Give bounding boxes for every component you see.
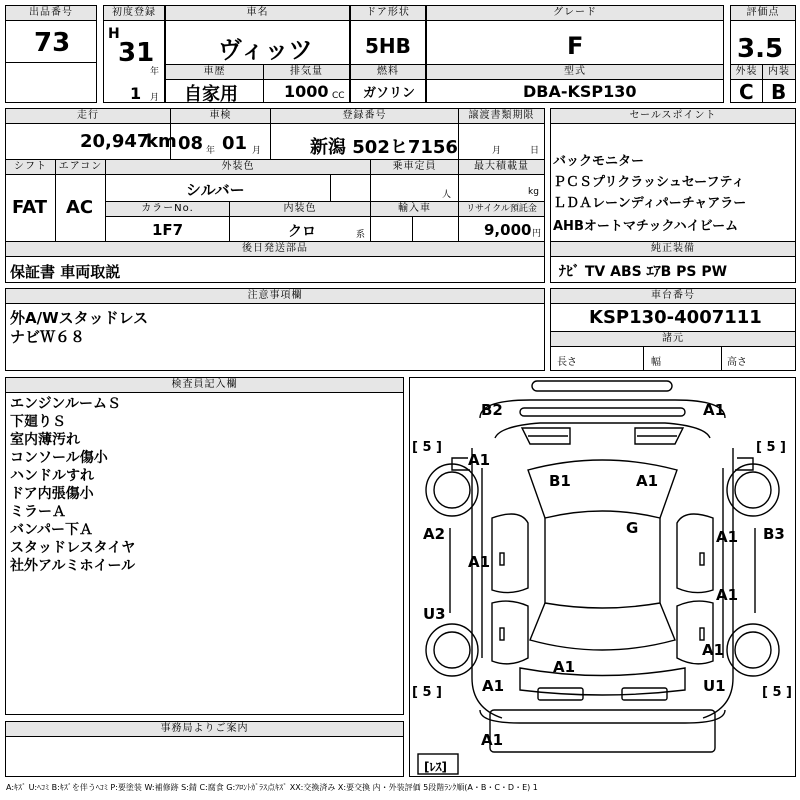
office-label: 事務局よりご案内 <box>6 722 403 737</box>
score: 3.5 <box>737 34 784 64</box>
plate-number: 新潟 502ヒ7156 <box>310 137 458 158</box>
shift-label: シフト <box>6 160 56 175</box>
displacement: 1000 <box>284 82 329 101</box>
score-box <box>730 5 796 103</box>
load-unit: kg <box>528 187 539 197</box>
caution-label: 注意事項欄 <box>6 289 544 304</box>
damage-mark: A2 <box>423 525 446 543</box>
interior-color: クロ <box>288 224 316 240</box>
damage-mark: B1 <box>549 472 571 490</box>
tire-tread: [ 5 ] <box>412 440 442 455</box>
damage-mark: G <box>626 519 639 537</box>
ext-label: 外装 <box>731 65 763 80</box>
car-diagram <box>409 377 796 777</box>
office-box <box>5 721 404 777</box>
later-label: 後日発送部品 <box>6 242 544 257</box>
year-unit: 年 <box>150 67 160 77</box>
damage-mark: A1 <box>553 658 576 676</box>
color-label: 外装色 <box>106 160 371 175</box>
chassis-label: 車台番号 <box>551 289 795 304</box>
ac-label: エアコン <box>56 160 106 175</box>
door-type: 5HB <box>365 34 411 58</box>
later-items: 保証書 車両取説 <box>10 263 121 281</box>
height-label: 高さ <box>727 357 747 368</box>
damage-mark: B2 <box>481 401 503 419</box>
damage-mark: A1 <box>468 451 491 469</box>
car-outline <box>410 378 795 776</box>
caution-line: ナビＷ６８ <box>10 328 86 346</box>
legend: A:ｷｽﾞ U:ﾍｺﾐ B:ｷｽﾞを伴うﾍｺﾐ P:要塗装 W:補修跡 S:錆 C:腐食 G:ﾌﾛﾝﾄｶﾞﾗｽ点ｷｽﾞ XX:交換済み X:要交換 内・外装評価 5段階ﾗﾝｸ順(A・B・C・D・E) 1 <box>6 783 538 792</box>
inspector-line: スタッドレスタイヤ <box>10 540 136 556</box>
damage-mark: A1 <box>468 553 491 571</box>
caution-box <box>5 288 545 371</box>
lot-box <box>5 5 97 103</box>
info-box <box>5 108 545 283</box>
damage-mark: U1 <box>703 677 726 695</box>
tire-tread: [ 5 ] <box>756 440 786 455</box>
damage-mark: A1 <box>482 677 505 695</box>
first-reg-label: 初度登録 <box>104 6 164 21</box>
import-label: 輸入車 <box>371 202 459 217</box>
insp-year-unit: 年 <box>206 146 216 156</box>
reg-year: 31 <box>118 38 155 68</box>
length-label: 長さ <box>557 357 577 368</box>
car-name: ヴィッツ <box>218 36 313 64</box>
sales-item: バックモニター <box>553 154 645 169</box>
lot-label: 出品番号 <box>6 6 96 21</box>
name-box <box>165 5 350 103</box>
int-score: B <box>771 80 787 104</box>
era: H <box>108 26 120 42</box>
sales-item: ＬＤＡレーンディパーチャアラー <box>553 196 747 211</box>
damage-mark: A1 <box>716 586 739 604</box>
fuel: ガソリン <box>363 86 416 101</box>
damage-mark: A1 <box>703 401 726 419</box>
inspection-month: 01 <box>222 133 248 154</box>
inspector-line: 下廻りＳ <box>10 414 66 430</box>
damage-mark: A1 <box>716 528 739 546</box>
damage-mark: U3 <box>423 605 446 623</box>
damage-mark: A1 <box>702 641 725 659</box>
equip-label: 純正装備 <box>551 242 795 257</box>
recycle-label: リサイクル預託金 <box>459 202 544 217</box>
damage-mark: B3 <box>763 525 785 543</box>
insp-month-unit: 月 <box>252 146 262 156</box>
name-label: 車名 <box>166 6 349 21</box>
history-label: 車歴 <box>166 65 264 80</box>
inspector-line: 社外アルミホイール <box>10 558 136 574</box>
inspector-label: 検査員記入欄 <box>6 378 403 393</box>
fuel-label: 燃料 <box>351 65 425 80</box>
grade-box <box>426 5 724 103</box>
inspector-line: ドア内張傷小 <box>10 486 94 502</box>
damage-mark: A1 <box>636 472 659 490</box>
inspector-line: エンジンルームＳ <box>10 396 121 412</box>
transfer-day: 日 <box>530 146 540 156</box>
door-box <box>350 5 426 103</box>
yen-unit: 円 <box>532 229 542 239</box>
recycle-fee: 9,000 <box>484 221 532 239</box>
color-number: 1F7 <box>152 221 184 239</box>
capacity-unit: 人 <box>442 190 452 200</box>
inspector-line: バンパー下Ａ <box>10 522 94 538</box>
mileage: 20,947 <box>80 131 150 152</box>
sales-item: ＰＣＳプリクラッシュセーフティ <box>553 175 745 190</box>
damage-mark: A1 <box>481 731 504 749</box>
first-reg-box <box>103 5 165 103</box>
model-label: 型式 <box>427 65 723 80</box>
mileage-label: 走行 <box>6 109 171 124</box>
intcolor-label: 内装色 <box>230 202 371 217</box>
colorno-label: カラーNo. <box>106 202 230 217</box>
chassis-number: KSP130-4007111 <box>589 307 762 328</box>
capacity-label: 乗車定員 <box>371 160 459 175</box>
intcolor-unit: 系 <box>356 230 366 240</box>
displacement-label: 排気量 <box>264 65 349 80</box>
caution-line: 外A/Wスタッドレス <box>10 309 149 327</box>
lot-number: 73 <box>34 28 71 58</box>
exterior-color: シルバー <box>186 181 245 199</box>
cc-unit: CC <box>332 91 345 101</box>
history: 自家用 <box>184 84 238 105</box>
equipment: ﾅﾋﾞ TV ABS ｴｱB PS PW <box>559 264 728 280</box>
tire-tread: [ 5 ] <box>762 685 792 700</box>
inspection-label: 車検 <box>171 109 271 124</box>
sales-box <box>550 108 796 283</box>
plate-label: 登録番号 <box>271 109 459 124</box>
inspector-line: ミラーＡ <box>10 504 66 520</box>
load-label: 最大積載量 <box>459 160 544 175</box>
width-label: 幅 <box>651 357 661 368</box>
reg-month: 1 <box>130 84 142 103</box>
month-unit: 月 <box>150 93 160 103</box>
ext-score: C <box>739 80 754 104</box>
inspector-box <box>5 377 404 715</box>
int-label: 内装 <box>763 65 795 80</box>
transfer-label: 譲渡書類期限 <box>459 109 544 124</box>
shift: FAT <box>12 197 48 218</box>
sales-label: セールスポイント <box>551 109 795 124</box>
ac: AC <box>66 197 94 218</box>
inspection-year: 08 <box>178 133 204 154</box>
tire-tread: [ 5 ] <box>412 685 442 700</box>
model: DBA-KSP130 <box>523 82 637 101</box>
spec-label: 諸元 <box>551 332 795 347</box>
spare-tire: [ﾚｽ] <box>424 760 447 774</box>
door-label: ドア形状 <box>351 6 425 21</box>
chassis-box <box>550 288 796 371</box>
score-label: 評価点 <box>731 6 795 21</box>
inspector-line: ハンドルすれ <box>10 468 94 484</box>
grade: F <box>567 32 584 60</box>
inspector-line: コンソール傷小 <box>10 450 108 466</box>
km-unit: km <box>146 131 177 152</box>
grade-label: グレード <box>427 6 723 21</box>
inspector-line: 室内薄汚れ <box>10 432 80 448</box>
sales-item: AHBオートマチックハイビーム <box>553 219 739 234</box>
transfer-month: 月 <box>492 146 502 156</box>
